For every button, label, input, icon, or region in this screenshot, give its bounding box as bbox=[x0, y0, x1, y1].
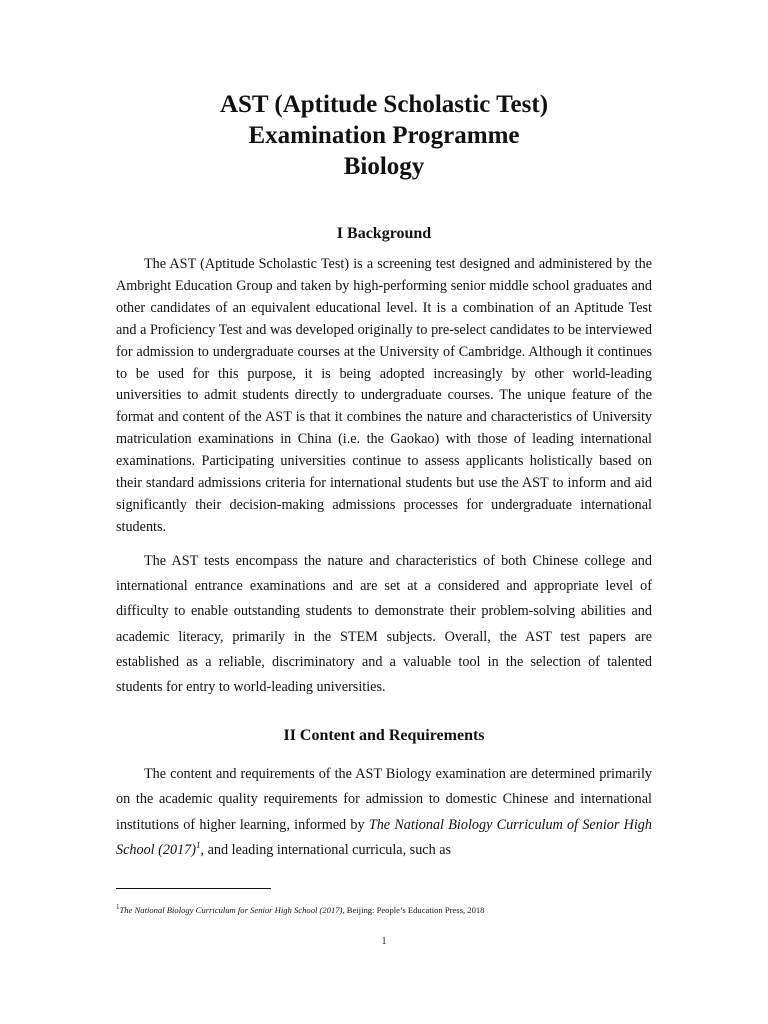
title-line-1: AST (Aptitude Scholastic Test) bbox=[219, 91, 549, 118]
section-heading-content-requirements: II Content and Requirements bbox=[283, 727, 485, 744]
footnote-publisher: , Beijing: People’s Education Press, 2018 bbox=[342, 905, 485, 915]
footnote-reference: 1 bbox=[196, 840, 201, 851]
footnote-book-title: The National Biology Curriculum for Senior High School (2017) bbox=[119, 905, 343, 915]
content-paragraph-1 bbox=[116, 762, 652, 864]
footnote bbox=[116, 904, 676, 916]
footnote-separator bbox=[116, 888, 271, 889]
background-paragraph-1: The AST (Aptitude Scholastic Test) is a screening test designed and administered by the Ambright Education Group and taken by high-performing senior middle school graduates and other candidates of an equivalent educational level. It is a combination of an Aptitude Test and a Proficiency Test and was developed originally to pre-select candidates to be interviewed for admission to undergraduate courses at the University of Cambridge. Although it continues to be used for this purpose, it is being adopted increasingly by other world-leading universities to admit students directly to undergraduate courses. The unique feature of the format and content of the AST is that it combines the nature and characteristics of University matriculation examinations in China (i.e. the Gaokao) with those of leading international examinations. Participating universities continue to assess applicants holistically based on their standard admissions criteria for international students but use the AST to inform and aid significantly their decision-making admissions processes for undergraduate international students. bbox=[116, 256, 652, 535]
page-number: 1 bbox=[381, 936, 387, 947]
section-heading-background: I Background bbox=[336, 225, 432, 242]
footnote-marker: 1 bbox=[116, 903, 120, 911]
title-line-3: Biology bbox=[343, 153, 425, 180]
content-paragraph-text-start: The content and requirements of the AST Biology examination are determined primarily on the academic quality requirements for admission to domestic Chinese and international institutions of higher learning, informed by bbox=[116, 766, 652, 833]
curriculum-title: The National Biology Curriculum of Senior High School (2017) bbox=[116, 816, 652, 859]
title-line-2: Examination Programme bbox=[248, 122, 520, 149]
background-paragraph-2: The AST tests encompass the nature and characteristics of both Chinese college and international entrance examinations and are set at a considered and appropriate level of difficulty to enable outstanding students to demonstrate their problem-solving abilities and academic literacy, primarily in the STEM subjects. Overall, the AST test papers are established as a reliable, discriminatory and a valuable tool in the selection of talented students for entry to world-leading universities. bbox=[116, 553, 652, 696]
content-paragraph-text-end: , and leading international curricula, such as bbox=[200, 842, 452, 859]
document-title bbox=[0, 89, 768, 182]
